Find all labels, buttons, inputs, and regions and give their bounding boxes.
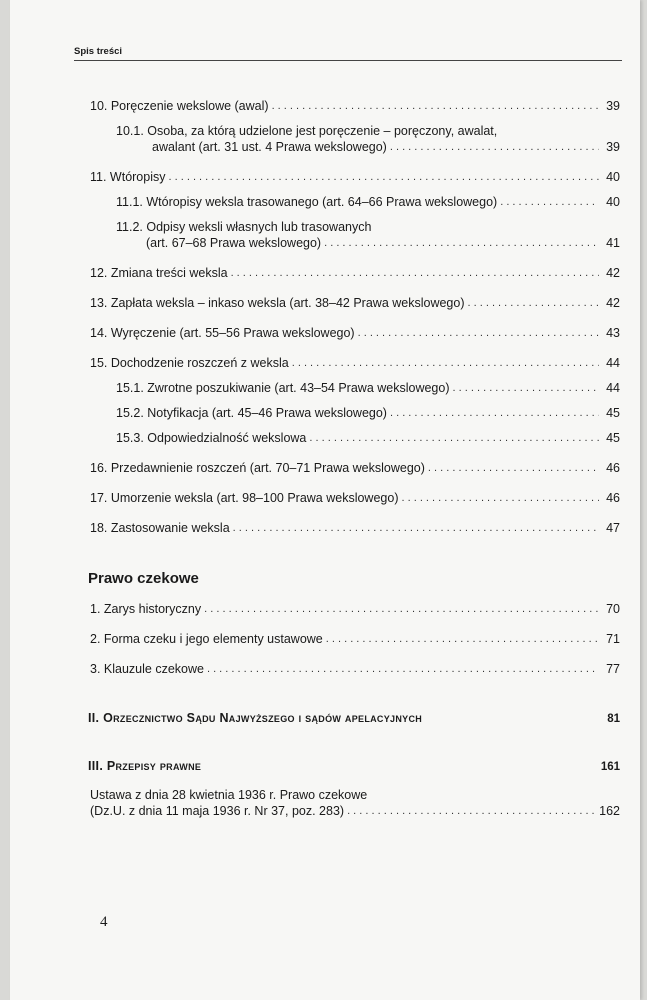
toc-entry-15-1[interactable] [116,380,620,396]
toc-entry-13[interactable] [90,295,620,311]
leader-dots [390,405,599,421]
toc-page-number: 46 [606,461,620,475]
toc-entry-label: 17. Umorzenie weksla (art. 98–100 Prawa wekslowego) [90,491,399,505]
toc-entry-17[interactable] [90,490,620,506]
leader-dots [207,661,599,677]
toc-entry-czek-1[interactable] [90,601,620,617]
toc-entry-label-cont: (Dz.U. z dnia 11 maja 1936 r. Nr 37, poz. 283) [90,804,345,818]
leader-dots [169,169,600,185]
leader-dots [358,325,599,341]
toc-entry-label: 16. Przedawnienie roszczeń (art. 70–71 Prawa wekslowego) [90,461,425,475]
toc-entry-14[interactable] [90,325,620,341]
toc-entry-label-cont: awalant (art. 31 ust. 4 Prawa wekslowego) [152,140,387,154]
toc-page-number: 41 [606,236,620,250]
toc-entry-label: 10. Poręczenie wekslowe (awal) [90,99,269,113]
leader-dots [453,380,599,396]
toc-entry-label: 11. Wtóropisy [90,170,166,184]
toc-entry-label: 15.3. Odpowiedzialność wekslowa [116,431,307,445]
toc-page-number: 46 [606,491,620,505]
toc-page-number: 45 [606,431,620,445]
toc-entry-15-3[interactable] [116,430,620,446]
toc-page-number: 39 [606,99,620,113]
leader-dots [233,520,599,536]
toc-entry-label: 3. Klauzule czekowe [90,662,204,676]
toc-entry-czek-2[interactable] [90,631,620,647]
toc-entry-12[interactable] [90,265,620,281]
toc-page-number: 162 [599,804,620,818]
toc-page-number: 44 [606,356,620,370]
leader-dots [204,601,599,617]
leader-dots [401,490,599,506]
toc-entry-label: 12. Zmiana treści weksla [90,266,228,280]
leader-dots [390,139,599,155]
leader-dots [326,631,599,647]
part-title: III. Przepisy prawne [88,759,202,773]
toc-entry-10-1[interactable] [116,123,620,155]
leader-dots [272,98,599,114]
toc-page-number: 81 [607,713,620,725]
page-number: 4 [100,914,108,930]
section-heading-prawo-czekowe: Prawo czekowe [88,570,199,587]
toc-page-number: 161 [600,761,620,773]
toc-page-number: 43 [606,326,620,340]
toc-entry-label: Ustawa z dnia 28 kwietnia 1936 r. Prawo czekowe [90,788,368,802]
leader-dots [292,355,599,371]
toc-entry-label: 15. Dochodzenie roszczeń z weksla [90,356,289,370]
toc-entry-15-2[interactable] [116,405,620,421]
toc-page-number: 71 [606,632,620,646]
toc-entry-label: 15.2. Notyfikacja (art. 45–46 Prawa wekslowego) [116,406,387,420]
toc-entry-label: 18. Zastosowanie weksla [90,521,230,535]
toc-entry-label: 2. Forma czeku i jego elementy ustawowe [90,632,323,646]
toc-entry-label: 10.1. Osoba, za którą udzielone jest poręczenie – poręczony, awalat, [116,124,498,138]
toc-entry-16[interactable] [90,460,620,476]
toc-entry-label: 11.1. Wtóropisy weksla trasowanego (art. 64–66 Prawa wekslowego) [116,195,498,209]
toc-entry-label: 11.2. Odpisy weksli własnych lub trasowanych [116,220,372,234]
running-header: Spis treści [74,46,622,61]
leader-dots [324,235,599,251]
toc-part-3[interactable] [88,759,620,773]
toc-entry-11[interactable] [90,169,620,185]
toc-page-number: 47 [606,521,620,535]
toc-page-number: 40 [606,170,620,184]
toc-entry-11-1[interactable] [116,194,620,210]
toc-page-number: 42 [606,296,620,310]
toc-page-number: 40 [606,195,620,209]
toc-page-number: 77 [606,662,620,676]
document-page [10,0,640,1000]
toc-page-number: 45 [606,406,620,420]
toc-entry-label: 14. Wyręczenie (art. 55–56 Prawa wekslowego) [90,326,355,340]
toc-entry-10[interactable] [90,98,620,114]
toc-part-2[interactable] [88,711,620,725]
toc-entry-ustawa[interactable] [90,787,620,819]
part-title: II. Orzecznictwo Sądu Najwyższego i sądów apelacyjnych [88,711,423,725]
leader-dots [309,430,599,446]
leader-dots [428,460,599,476]
toc-entry-label: 15.1. Zwrotne poszukiwanie (art. 43–54 Prawa wekslowego) [116,381,450,395]
toc-page-number: 39 [606,140,620,154]
toc-entry-label-cont: (art. 67–68 Prawa wekslowego) [146,236,322,250]
toc-entry-label: 1. Zarys historyczny [90,602,202,616]
leader-dots [468,295,600,311]
toc-entry-czek-3[interactable] [90,661,620,677]
toc-entry-11-2[interactable] [116,219,620,251]
toc-page-number: 42 [606,266,620,280]
leader-dots [500,194,599,210]
toc-page-number: 44 [606,381,620,395]
leader-dots [347,803,596,819]
toc-entry-label: 13. Zapłata weksla – inkaso weksla (art. 38–42 Prawa wekslowego) [90,296,465,310]
toc-page-number: 70 [606,602,620,616]
toc-entry-18[interactable] [90,520,620,536]
toc-entry-15[interactable] [90,355,620,371]
table-of-contents [90,98,620,819]
leader-dots [231,265,599,281]
